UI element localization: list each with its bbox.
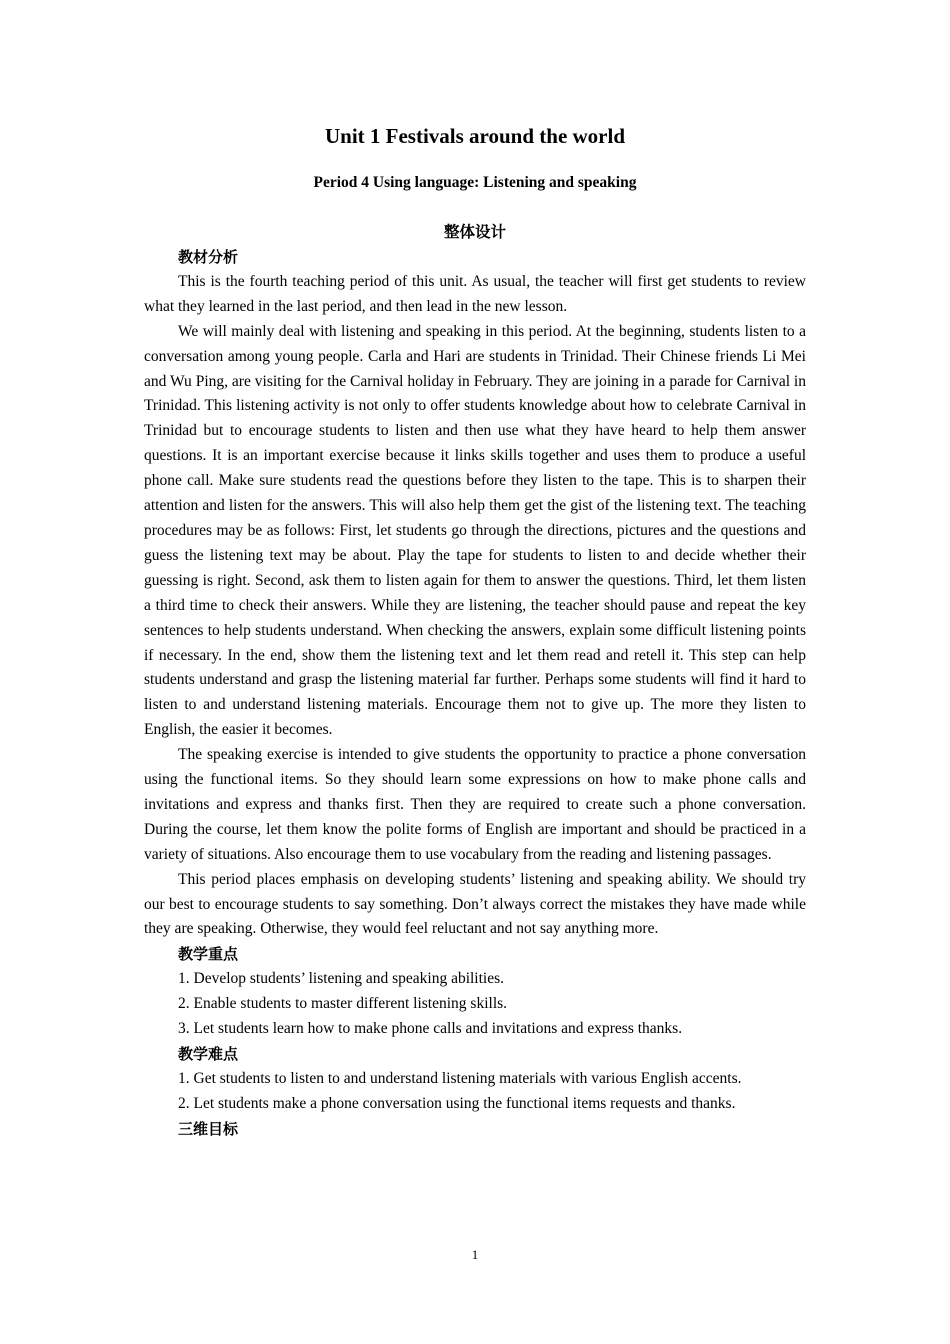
difficulty-item: 1. Get students to listen to and understand listening materials with various English accents. — [178, 1069, 742, 1087]
objectives-heading: 三维目标 — [178, 1119, 239, 1138]
difficulties-heading: 教学难点 — [178, 1045, 239, 1063]
document-subtitle: Period 4 Using language: Listening and speaking — [313, 174, 637, 191]
paragraph-listening: We will mainly deal with listening and speaking in this period. At the beginning, students listen to a conversation among young people. Carla and Hari are students in Trinidad. Their Chinese friends Li Mei and Wu Ping, are visiting for the Carnival holiday in February. They are joining in a parade for Carnival in Trinidad. This listening activity is not only to offer students knowledge about how to celebrate Carnival in Trinidad but to encourage students to listen and then use what they have heard to help them answer questions. It is an important exercise because it links skills together and uses them to produce a useful phone call. Make sure students read the questions before they listen to the tape. This is to sharpen their attention and listen for the answers. This will also help them get the gist of the listening text. The teaching procedures may be as follows: First, let students go through the directions, pictures and the questions and guess the listening text may be about. Play the tape for students to listen to and decide whether their guessing is right. Second, ask them to listen again for them to answer the questions. Third, let them listen a third time to check their answers. While they are listening, the teacher should pause and repeat the key sentences to help students understand. When checking the answers, explain some difficult listening points if necessary. In the end, show them the listening text and let them read and retell it. This step can help students understand and grasp the listening material far further. Perhaps some students will find it hard to listen to and understand listening materials. Encourage them not to give up. The more they listen to English, the easier it becomes. — [144, 322, 806, 739]
page-number: 1 — [471, 1247, 479, 1262]
document-title: Unit 1 Festivals around the world — [324, 124, 626, 148]
key-point-item: 2. Enable students to master different listening skills. — [178, 995, 508, 1013]
key-point-item: 1. Develop students’ listening and speaking abilities. — [178, 970, 505, 988]
analysis-heading: 教材分析 — [178, 248, 239, 266]
overall-design-heading: 整体设计 — [443, 223, 506, 241]
paragraph-speaking: The speaking exercise is intended to give students the opportunity to practice a phone conversation using the functional items. So they should learn some expressions on how to make phone calls and invitations and express and thanks first. Then they are required to create such a phone conversation. During the course, let them know the polite forms of English are important and should be practiced in a variety of situations. Also encourage them to use vocabulary from the reading and listening passages. — [144, 746, 806, 863]
difficulty-item: 2. Let students make a phone conversation using the functional items requests and thanks. — [178, 1094, 736, 1112]
key-point-item: 3. Let students learn how to make phone calls and invitations and express thanks. — [178, 1020, 683, 1038]
paragraph-emphasis: This period places emphasis on developing students’ listening and speaking ability. We should try our best to encourage students to say something. Don’t always correct the mistakes they have made while they are speaking. Otherwise, they would feel reluctant and not say anything more. — [144, 870, 806, 938]
paragraph-intro: This is the fourth teaching period of this unit. As usual, the teacher will first get students to review what they learned in the last period, and then lead in the new lesson. — [144, 272, 806, 315]
document-page — [144, 118, 806, 1142]
key-points-heading: 教学重点 — [178, 945, 239, 964]
